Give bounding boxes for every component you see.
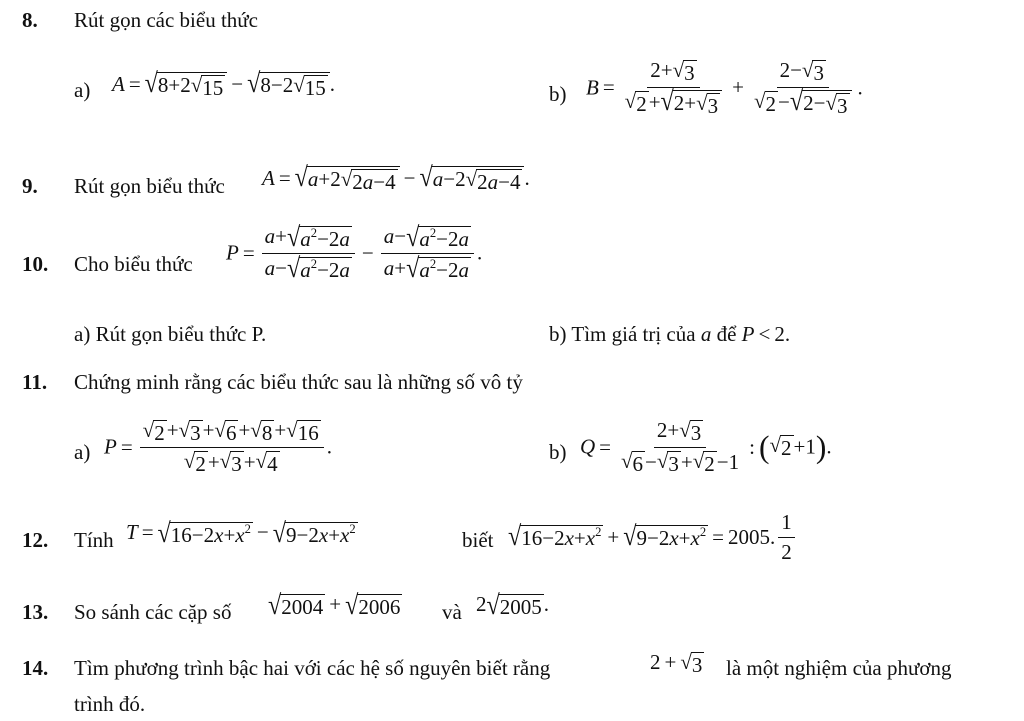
problem-13-formula-1: √ 2004 + √ 2006	[268, 589, 401, 621]
problem-13-text-1: So sánh các cặp số	[74, 600, 232, 624]
problem-9-formula: A = √ a+2 √ 2a−4 − √ a−2 √ 2a−4 .	[262, 161, 530, 194]
problem-12-text-1: Tính	[74, 528, 114, 552]
problem-14-text-3: trình đó.	[74, 692, 146, 716]
problem-11-text: Chứng minh rằng các biểu thức sau là những số vô tỷ	[74, 370, 523, 394]
problem-13-formula-2: 2 √ 2005 .	[476, 589, 549, 621]
problem-11-number: 11.	[22, 370, 48, 394]
problem-12-number: 12.	[22, 528, 49, 552]
problem-13-number: 13.	[22, 600, 49, 624]
problem-10b-text: b) Tìm giá trị của a để P < 2.	[549, 322, 791, 346]
problem-10-number: 10.	[22, 252, 49, 276]
problem-8b-formula: B = 2+ √ 3 √ 2 + √ 2+ √ 3 + 2− √ 3 √ 2 − √ 2− √ 3 .	[586, 57, 863, 118]
problem-10a-text: a) Rút gọn biểu thức P.	[74, 322, 267, 346]
problem-11b-formula: Q = 2+ √ 3 √ 6 − √ 3 + √ 2 −1 : ( √ 2 +1).	[580, 417, 832, 477]
problem-8-number: 8.	[22, 8, 38, 32]
problem-9-text: Rút gọn biểu thức	[74, 174, 225, 198]
problem-8a-formula: A = √ 8+2 √ 15 − √ 8−2 √ 15 .	[112, 67, 336, 100]
problem-11a-label: a)	[74, 440, 91, 464]
problem-13-text-2: và	[442, 600, 462, 624]
problem-12-formula-condition: √ $16-2x+x^2$ + √ $9-2x+x^2$ = 2005. $\frac{1}{2}$	[508, 510, 798, 565]
problem-11a-formula: P = √ 2 + √ 3 + √ 6 + √ 8 + √ 16 √ 2 + √ 3 + √ 4 .	[104, 417, 332, 477]
problem-9-number: 9.	[22, 174, 38, 198]
problem-14-text-2: là một nghiệm của phương	[726, 656, 952, 680]
problem-12-text-2: biết	[462, 528, 494, 552]
problem-10-text: Cho biểu thức	[74, 252, 193, 276]
problem-12-formula-T: T = √ $16-2x+x^2$ − √ $9-2x+x^2$	[126, 517, 356, 549]
problem-11b-label: b)	[549, 440, 567, 464]
problem-14-number: 14.	[22, 656, 49, 680]
problem-10-formula: P = a+ √ $a^2-2a$ a− √ $a^2-2a$ − a− √ $a^2-2a$ a+ √ $a^2-2a$ .	[226, 221, 483, 285]
problem-8-text: Rút gọn các biểu thức	[74, 8, 258, 32]
problem-8a-label: a)	[74, 78, 91, 102]
problem-8b-label: b)	[549, 82, 567, 106]
problem-14-text-1: Tìm phương trình bậc hai với các hệ số nguyên biết rằng	[74, 656, 551, 680]
problem-14-formula: 2 + √ 3	[650, 649, 703, 677]
